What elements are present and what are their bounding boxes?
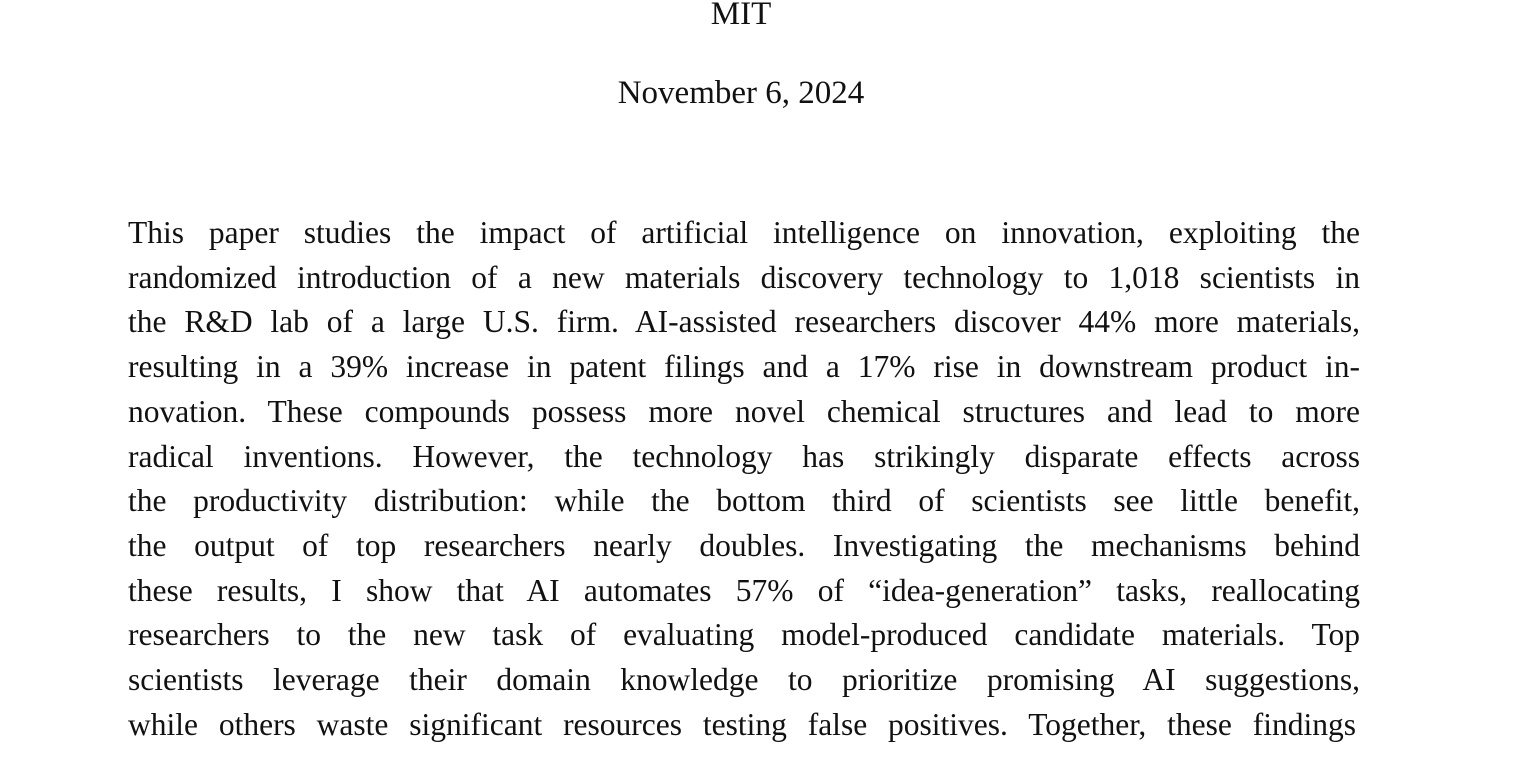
abstract-text (128, 211, 1360, 747)
abstract-line: randomized introduction of a new materials discovery technology to 1,018 scientists in (128, 259, 1360, 295)
abstract-line: researchers to the new task of evaluating model-produced candidate materials. Top (128, 617, 1360, 653)
abstract-line: the output of top researchers nearly doubles. Investigating the mechanisms behind (128, 527, 1360, 563)
paper-date: November 6, 2024 (617, 75, 865, 111)
abstract-line: This paper studies the impact of artificial intelligence on innovation, exploiting the (128, 215, 1360, 250)
abstract-line: novation. These compounds possess more novel chemical structures and lead to more (128, 393, 1360, 429)
abstract-line: the R&D lab of a large U.S. firm. AI-assisted researchers discover 44% more materials, (128, 304, 1360, 340)
abstract-line: these results, I show that AI automates 57% of “idea-generation” tasks, reallocating (128, 572, 1360, 608)
abstract-line: while others waste significant resources testing false positives. Together, these findings (128, 706, 1356, 742)
author-affiliation: MIT (710, 0, 772, 32)
abstract-line: scientists leverage their domain knowledge to prioritize promising AI suggestions, (128, 662, 1360, 698)
abstract-line: radical inventions. However, the technology has strikingly disparate effects across (128, 438, 1360, 474)
abstract-line: the productivity distribution: while the bottom third of scientists see little benefit, (128, 483, 1360, 519)
abstract-line: resulting in a 39% increase in patent filings and a 17% rise in downstream product in- (128, 349, 1360, 385)
